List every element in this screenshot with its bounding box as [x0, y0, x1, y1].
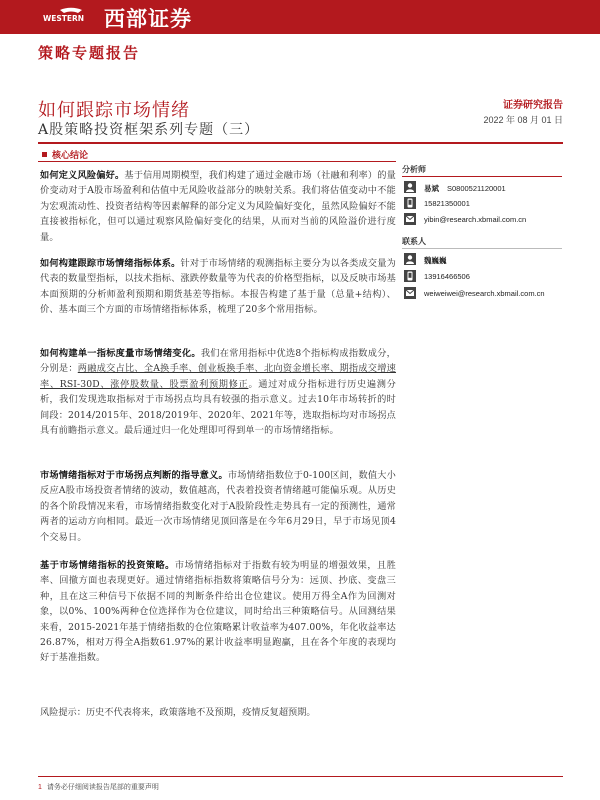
paragraph-text: 基于信用周期模型，我们构建了通过金融市场（社融和利率）的量价变动对于A股市场盈利和估值中无风险收益部分的映射关系。我们将估值变动中不能为宏观流动性、投资者结构等因素解释的部分定义为风险偏好变化，虽然风险偏好不能直接被指标化，但可以通过观察风险偏好变化的结果，从而对当前的风险溢价进行度量。 — [40, 170, 396, 243]
paragraph-lead: 基于市场情绪指标的投资策略。 — [40, 560, 175, 571]
contact-email[interactable]: weiweiwei@research.xbmail.com.cn — [424, 289, 545, 298]
analyst-license: S0800521120001 — [447, 184, 506, 193]
mail-icon — [404, 287, 416, 299]
component-list: 两融成交占比、全A换手率、创业板换手率、北向资金增长率、期指成交增速率、RSI-30D、涨停股数量、股票盈利预期修正 — [40, 363, 397, 390]
contact-heading: 联系人 — [402, 236, 426, 246]
bullet-icon — [42, 152, 47, 157]
phone-icon — [404, 270, 416, 282]
paragraph-lead: 如何定义风险偏好。 — [40, 170, 125, 181]
report-subtitle: A股策略投资框架系列专题（三） — [38, 122, 260, 138]
analyst-name: 易斌 — [424, 184, 439, 193]
footer-disclaimer: 请务必仔细阅读报告尾部的重要声明 — [46, 783, 159, 791]
risk-warning: 风险提示：历史不代表将来，政策落地不及预期，疫情反复超预期。 — [40, 707, 316, 718]
paragraph-indicator-system — [40, 256, 396, 318]
footer-divider — [38, 776, 563, 777]
contact-name-line — [424, 255, 455, 266]
report-date: 2022 年 08 月 01 日 — [483, 115, 563, 125]
analyst-divider — [402, 176, 562, 177]
paragraph-text: 市场情绪指数位于0-100区间，数值大小反应A股市场投资者情绪的波动，数值越高，代表着投资者情绪越可能偏乐观。从历史的各个阶段情况来看，市场情绪指数变化对于A股阶段性走势具有一定的预测性，通常两者的运动方向相同。最近一次市场情绪见顶回落是在今年6月29日，早于市场见顶4个交易日。 — [40, 470, 396, 543]
report-type: 策略专题报告 — [38, 44, 141, 62]
paragraph-lead: 如何构建单一指标度量市场情绪变化。 — [40, 348, 201, 359]
paragraph-strategy — [40, 558, 396, 666]
contact-divider — [402, 248, 562, 249]
paragraph-turning-point — [40, 468, 396, 545]
contact-phone: 13916466506 — [424, 272, 470, 281]
person-icon — [404, 181, 416, 193]
report-title: 如何跟踪市场情绪 — [38, 100, 190, 121]
paragraph-risk-preference — [40, 168, 396, 245]
report-tag: 证券研究报告 — [503, 100, 563, 111]
footer — [38, 782, 159, 792]
analyst-phone: 15821350001 — [424, 199, 470, 208]
section-heading-label: 核心结论 — [52, 151, 89, 161]
phone-icon — [404, 197, 416, 209]
title-divider — [38, 142, 563, 144]
analyst-heading: 分析师 — [402, 164, 426, 174]
section-divider — [38, 161, 396, 162]
mail-icon — [404, 213, 416, 225]
person-icon — [404, 253, 416, 265]
analyst-email[interactable]: yibin@research.xbmail.com.cn — [424, 215, 527, 224]
analyst-name-line — [424, 183, 506, 194]
contact-name: 魏巍巍 — [424, 256, 447, 265]
paragraph-lead: 市场情绪指标对于市场拐点判断的指导意义。 — [40, 470, 228, 481]
logo-mark-text: WESTERN — [43, 14, 85, 23]
section-heading — [42, 148, 88, 161]
paragraph-text: 针对于市场情绪的观测指标主要分为以各类成交量为代表的数量型指标，以技术指标、涨跌停数量等为代表的价格型指标，以及反映市场基本面预期的分析师盈利预期和期货基差等指标。本报告构建了基于量（总量+结构）、价、基本面三个方面的市场情绪指标体系，梳理了20多个常用指标。 — [40, 258, 397, 316]
paragraph-text: 市场情绪指标对于指数有较为明显的增强效果，且胜率、回撤方面也表现更好。通过情绪指标指数将策略信号分为：远顶、抄底、变盘三种，且在这三种信号下依据不同的判断条件给出仓位建议。使用万得全A作为回测对象，以0%、100%两种仓位选择作为仓位建议，同时给出三种策略信号。从回测结果来看，2015-2021年基于情绪指数的仓位策略累计收益率为407.00%，年化收益率达26.87%，相对万得全A指数61.97%的累计收益率明显跑赢，且在各个年度的表现均好于基准指数。 — [40, 560, 396, 664]
paragraph-text: 。通过对成分指标进行历史遍测分析，我们发现选取指标对于市场拐点均具有较强的指示意义。过去10年市场转折的时间段：2014/2015年、2018/2019年、2020年、2021年等，选取指标均对市场拐点具有前瞻指示意义。最后通过归一化处理即可得到单一的市场情绪指标。 — [40, 378, 396, 437]
page-number: 1 — [38, 784, 42, 791]
western-logo — [40, 6, 104, 28]
paragraph-lead: 如何构建跟踪市场情绪指标体系。 — [40, 258, 181, 269]
paragraph-single-indicator — [40, 346, 396, 438]
paragraph-text: 我们在常用指标中优选8个指标构成指数成分，分别是： — [40, 348, 396, 375]
brand-name: 西部证券 — [104, 7, 192, 31]
